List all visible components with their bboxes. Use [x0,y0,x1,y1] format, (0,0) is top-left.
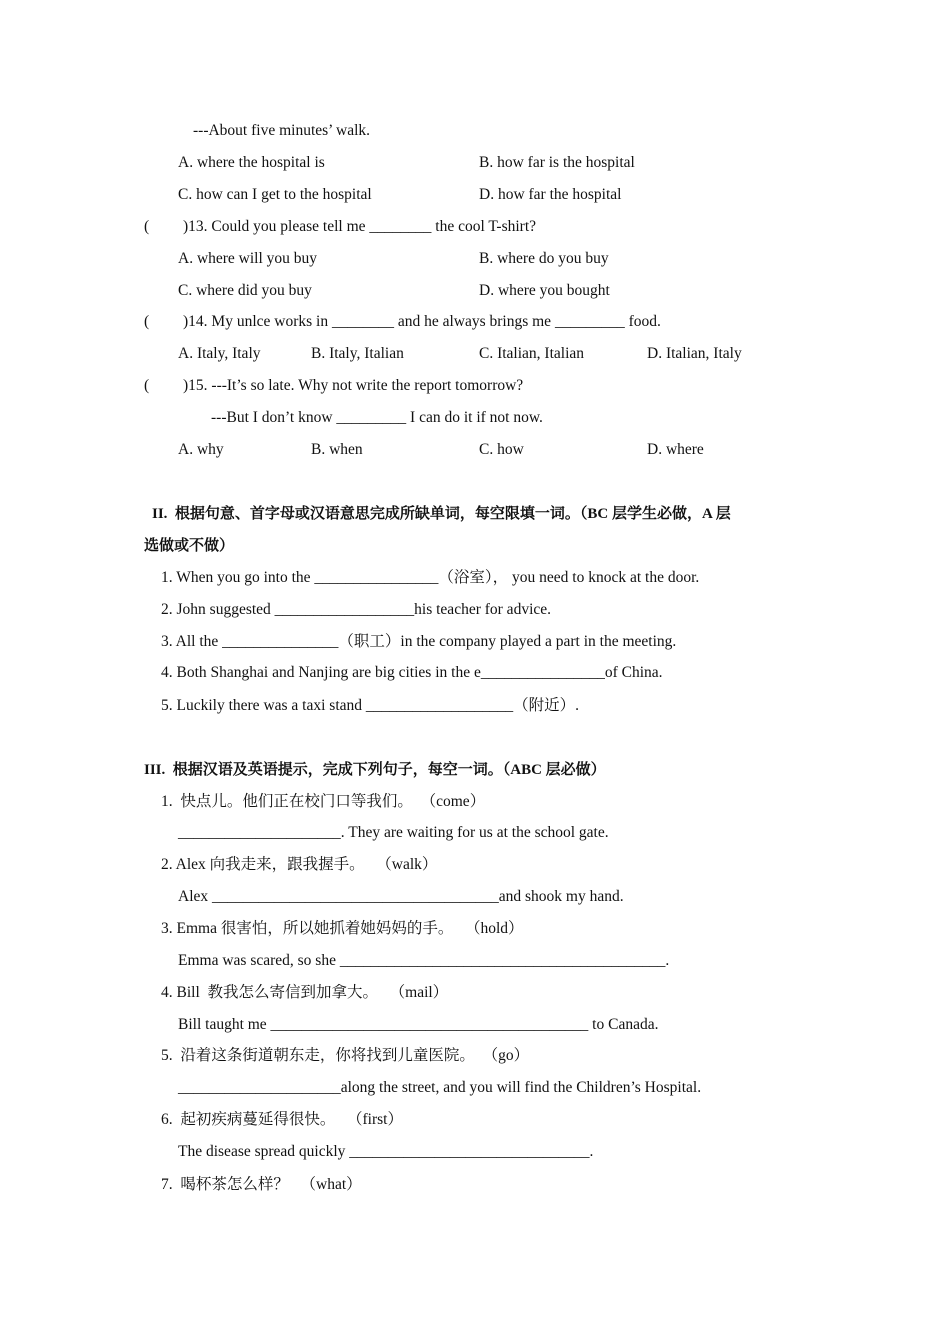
part3-item-7-cn: 7. 喝杯茶怎么样？ （what） [161,1176,362,1193]
part3-item-3-cn: 3. Emma 很害怕，所以她抓着她妈妈的手。 （hold） [161,920,524,937]
part2-item-3: 3. All the _______________（职工）in the company played a part in the meeting. [161,633,677,650]
q13-option-a: A. where will you buy [178,250,318,267]
q15-option-d: D. where [647,441,704,458]
q12-option-a: A. where the hospital is [178,154,325,171]
q13-question: )13. Could you please tell me ________ the cool T-shirt? [183,218,537,235]
part3-item-6-cn: 6. 起初疾病蔓延得很快。 （first） [161,1111,403,1128]
q13-option-b: B. where do you buy [479,250,609,267]
part3-item-6-en: The disease spread quickly _______________________________. [178,1143,594,1160]
part2-heading-line2: 选做或不做） [144,538,235,554]
q12-answer-line: ---About five minutes’ walk. [193,122,371,139]
part3-item-2-en: Alex _____________________________________and shook my hand. [178,888,624,905]
q15-option-a: A. why [178,441,224,458]
q13-option-c: C. where did you buy [178,282,312,299]
q14-option-d: D. Italian, Italy [647,345,742,362]
q15-question: )15. ---It’s so late. Why not write the report tomorrow? [183,377,524,394]
part3-item-4-cn: 4. Bill 教我怎么寄信到加拿大。 （mail） [161,984,449,1001]
part2-item-1: 1. When you go into the ________________（浴室）， you need to knock at the door. [161,569,700,586]
part3-item-5-cn: 5. 沿着这条街道朝东走，你将找到儿童医院。 （go） [161,1047,530,1064]
q15-option-c: C. how [479,441,524,458]
q13-option-d: D. where you bought [479,282,610,299]
q12-option-b: B. how far is the hospital [479,154,635,171]
q14-option-b: B. Italy, Italian [311,345,404,362]
q13-paren: ( [144,218,150,235]
q15-paren: ( [144,377,150,394]
q14-paren: ( [144,313,150,330]
part3-item-3-en: Emma was scared, so she __________________________________________. [178,952,670,969]
q15-question-line2: ---But I don’t know _________ I can do it if not now. [211,409,543,426]
part3-item-2-cn: 2. Alex 向我走来，跟我握手。 （walk） [161,856,438,873]
part2-item-2: 2. John suggested __________________his teacher for advice. [161,601,552,618]
part2-heading-line1: II. 根据句意、首字母或汉语意思完成所缺单词，每空限填一词。（BC 层学生必做，A 层 [152,506,731,522]
q12-option-c: C. how can I get to the hospital [178,186,372,203]
part3-item-5-en: _____________________along the street, and you will find the Children’s Hospital. [178,1079,702,1096]
q15-option-b: B. when [311,441,363,458]
part3-item-1-cn: 1. 快点儿。他们正在校门口等我们。 （come） [161,793,486,810]
part3-item-1-en: _____________________. They are waiting for us at the school gate. [178,824,609,841]
part3-item-4-en: Bill taught me _________________________________________ to Canada. [178,1016,659,1033]
part2-item-5: 5. Luckily there was a taxi stand ___________________（附近）. [161,697,580,714]
q14-option-c: C. Italian, Italian [479,345,585,362]
q14-question: )14. My unlce works in ________ and he always brings me _________ food. [183,313,661,330]
q14-option-a: A. Italy, Italy [178,345,261,362]
part2-item-4: 4. Both Shanghai and Nanjing are big cities in the e________________of China. [161,664,663,681]
q12-option-d: D. how far the hospital [479,186,622,203]
part3-heading: III. 根据汉语及英语提示，完成下列句子，每空一词。（ABC 层必做） [144,762,606,778]
